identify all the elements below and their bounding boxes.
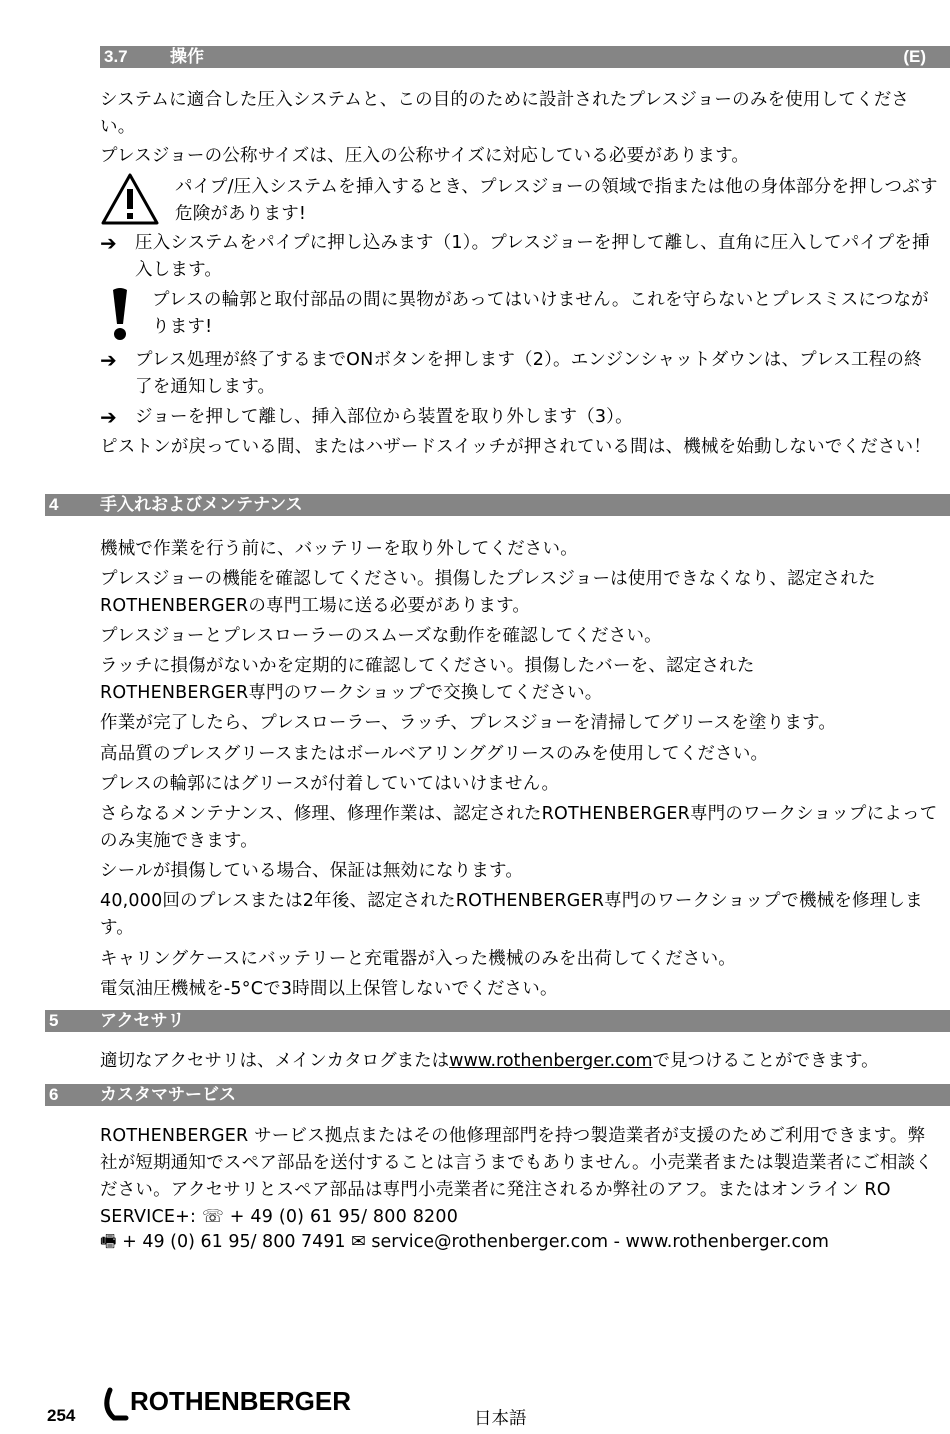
note-text: プレスの輪郭と取付部品の間に異物があってはいけません。これを守らないとプレスミスにつながります! xyxy=(152,290,929,337)
paragraph: 作業が完了したら、プレスローラー、ラッチ、プレスジョーを清掃してグリースを塗ります。 xyxy=(100,713,837,733)
language-label: 日本語 xyxy=(474,1409,527,1429)
step-item: プレス処理が終了するまでONボタンを押します（2）。エンジンシャットダウンは、プレス工程の終了を通知します。 xyxy=(135,350,922,397)
section-title: カスタマサービス xyxy=(100,1085,236,1104)
fax-number: + 49 (0) 61 95/ 800 7491 xyxy=(116,1232,352,1252)
step-item: 圧入システムをパイプに押し込みます（1）。プレスジョーを押して離し、直角に圧入してパイプを挿入します。 xyxy=(135,233,930,280)
service-description: ROTHENBERGER サービス拠点またはその他修理部門を持つ製造業者が支援のためご利用できます。弊社が短期通知でスペア部品を送付することは言うまでもありません。小売業者または製造業者にご相談ください。アクセサリとスペア部品は専門小売業者に発注されるか弊社のアフ。またはオンライン RO SERVICE+: xyxy=(100,1126,933,1227)
paragraph: 高品質のプレスグリースまたはボールベアリンググリースのみを使用してください。 xyxy=(100,744,769,764)
paragraph: 機械で作業を行う前に、バッテリーを取り外してください。 xyxy=(100,539,578,559)
paragraph: ピストンが戻っている間、またはハザードスイッチが押されている間は、機械を始動しないでください！ xyxy=(100,437,932,457)
accessories-text-after: で見つけることができます。 xyxy=(652,1051,879,1071)
paragraph: ラッチに損傷がないかを定期的に確認してください。損傷したバーを、認定された xyxy=(100,656,755,676)
step-item: ジョーを押して離し、挿入部位から装置を取り外します（3）。 xyxy=(135,407,633,427)
exclamation-icon xyxy=(110,286,130,342)
paragraph: プレスの輪郭にはグリースが付着していてはいけません。 xyxy=(100,774,560,794)
mail-icon: ✉ xyxy=(351,1232,366,1252)
arrow-right-icon: ➔ xyxy=(100,405,117,429)
accessories-text xyxy=(100,1048,950,1075)
warning-triangle-icon xyxy=(100,172,160,226)
paragraph: ROTHENBERGER専門のワークショップで交換してください。 xyxy=(100,683,603,703)
arrow-right-icon: ➔ xyxy=(100,348,117,372)
paragraph: シールが損傷している場合、保証は無効になります。 xyxy=(100,861,524,881)
phone-number: + 49 (0) 61 95/ 800 8200 xyxy=(224,1207,459,1227)
paragraph: プレスジョーとプレスローラーのスムーズな動作を確認してください。 xyxy=(100,626,662,646)
page-number: 254 xyxy=(47,1406,76,1425)
paragraph: 40,000回のプレスまたは2年後、認定されたROTHENBERGER専門のワークショップで機械を修理します。 xyxy=(100,891,923,938)
section-tag: (E) xyxy=(903,47,926,66)
section-header-3-7 xyxy=(100,46,950,68)
rothenberger-logo xyxy=(100,1386,370,1426)
paragraph: キャリングケースにバッテリーと充電器が入った機械のみを出荷してください。 xyxy=(100,949,736,969)
paragraph: プレスジョーの機能を確認してください。損傷したプレスジョーは使用できなくなり、認定されたROTHENBERGERの専門工場に送る必要があります。 xyxy=(100,569,876,616)
paragraph: 電気油圧機械を-5°Cで3時間以上保管しないでください。 xyxy=(100,979,558,999)
section-number: 5 xyxy=(49,1011,59,1030)
section-number: 3.7 xyxy=(104,47,128,66)
phone-icon: ☏ xyxy=(201,1207,224,1227)
section-title: 操作 xyxy=(170,47,204,66)
section-header-6 xyxy=(45,1084,950,1106)
section-title: アクセサリ xyxy=(100,1011,185,1030)
warning-text: パイプ/圧入システムを挿入するとき、プレスジョーの領域で指または他の身体部分を押しつぶす危険があります! xyxy=(175,177,938,224)
section-number: 6 xyxy=(49,1085,59,1104)
section-title: 手入れおよびメンテナンス xyxy=(100,495,303,514)
arrow-right-icon: ➔ xyxy=(100,231,117,255)
service-text xyxy=(100,1123,938,1231)
contact-line xyxy=(100,1229,945,1256)
section-header-5 xyxy=(45,1010,950,1032)
accessories-text-before: 適切なアクセサリは、メインカタログまたは xyxy=(100,1051,450,1071)
paragraph: システムに適合した圧入システムと、この目的のために設計されたプレスジョーのみを使用してください。 xyxy=(100,90,910,137)
section-header-4 xyxy=(45,494,950,516)
logo-text: ROTHENBERGER xyxy=(130,1386,352,1416)
website-link[interactable]: www.rothenberger.com xyxy=(449,1051,653,1071)
contact-email: service@rothenberger.com - www.rothenberger.com xyxy=(365,1232,829,1252)
paragraph: さらなるメンテナンス、修理、修理作業は、認定されたROTHENBERGER専門のワークショップによってのみ実施できます。 xyxy=(100,804,938,851)
paragraph: プレスジョーの公称サイズは、圧入の公称サイズに対応している必要があります。 xyxy=(100,146,750,166)
section-number: 4 xyxy=(49,495,59,514)
fax-icon: 🖷 xyxy=(100,1232,117,1252)
